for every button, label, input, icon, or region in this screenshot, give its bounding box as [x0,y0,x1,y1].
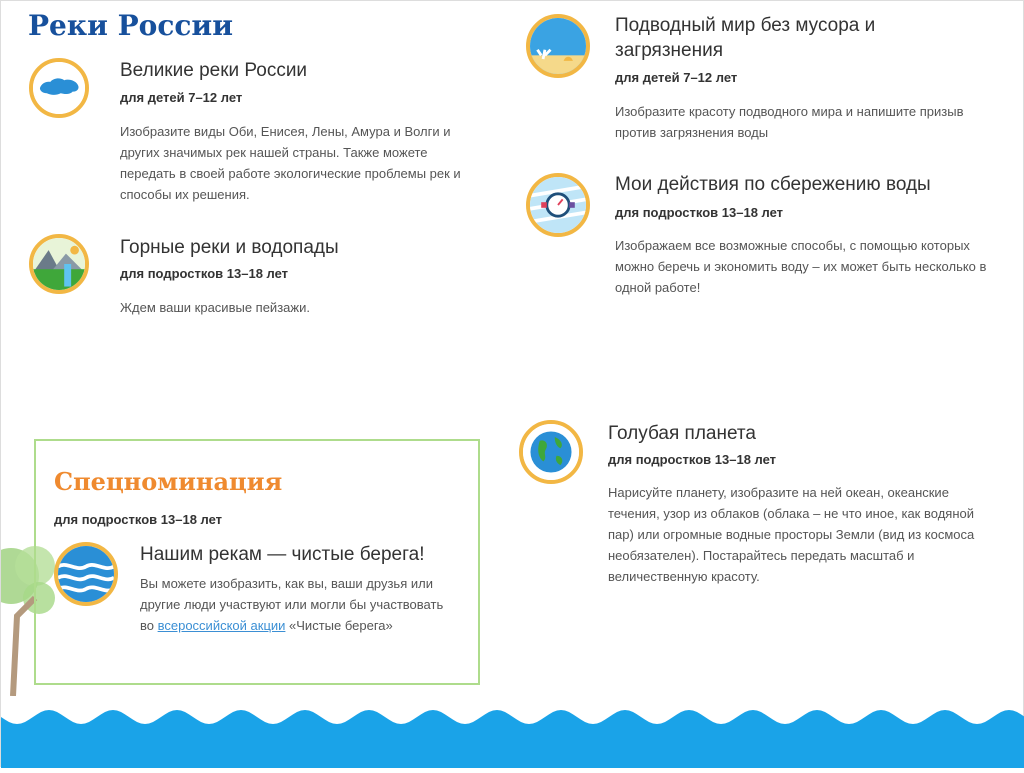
item-age: для подростков 13–18 лет [608,452,777,467]
item-age: для подростков 13–18 лет [120,266,289,281]
special-nomination-title: Спецноминация [54,467,283,496]
item-age: для подростков 13–18 лет [615,205,784,220]
russia-map-icon [29,58,89,118]
item-description: Ждем ваши красивые пейзажи. [120,300,310,315]
special-desc-before: Вы можете изобразить, как вы, ваши друзья или другие люди участвуют или могли бы участвовать во [140,576,444,633]
special-item-description [140,573,452,636]
special-desc-after: «Чистые берега» [285,618,393,633]
item-title: Голубая планета [608,423,756,444]
mountain-waterfall-icon [29,234,89,294]
campaign-link[interactable]: всероссийской акции [157,618,286,633]
item-description: Изобразите виды Оби, Енисея, Лены, Амура и Волги и других значимых рек нашей страны. Также можете передать в своей работе экологические проблемы рек и способы их решения. [120,124,461,202]
item-description: Нарисуйте планету, изобразите на ней океан, океанские течения, узор из облаков (облака – не что иное, как водяной пар) или огромные водные просторы Земли (вид из космоса необязателен). Постарайтесь передать масштаб и величественную красоту. [608,485,975,584]
item-description: Изобразите красоту подводного мира и напишите призыв против загрязнения воды [615,104,964,140]
special-nomination-age: для подростков 13–18 лет [54,512,223,527]
water-waves-decoration [1,701,1024,768]
item-title: Мои действия по сбережению воды [615,174,931,195]
special-item-title: Нашим рекам — чистые берега! [140,544,425,565]
item-title: Горные реки и водопады [120,237,339,258]
item-title-line2: загрязнения [615,40,724,61]
item-description: Изображаем все возможные способы, с помощью которых можно беречь и экономить воду – их может быть несколько в одной работе! [615,238,987,295]
page-title: Реки России [28,9,233,42]
globe-icon [519,420,583,484]
underwater-coral-icon [526,14,590,78]
item-age: для детей 7–12 лет [615,70,738,85]
item-title: Подводный мир без мусора и [615,15,876,36]
item-age: для детей 7–12 лет [120,90,243,105]
waves-icon [54,542,118,606]
water-meter-icon [526,173,590,237]
item-title: Великие реки России [120,60,308,81]
